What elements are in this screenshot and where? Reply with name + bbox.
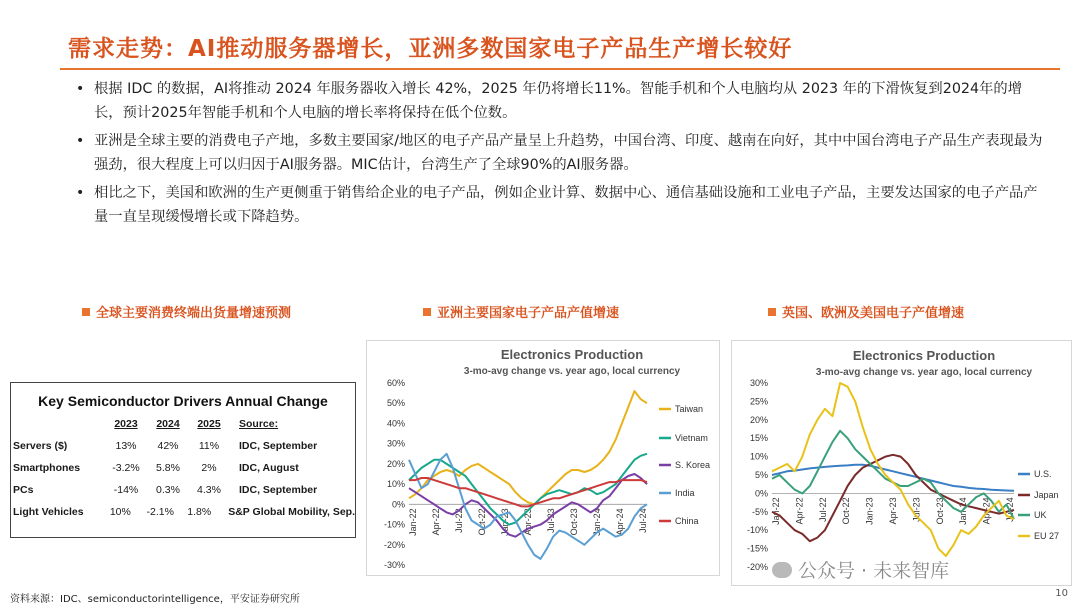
chart-subtitle: 3-mo-avg change vs. year ago, local currency xyxy=(815,367,1033,378)
y-tick-label: 0% xyxy=(754,488,768,499)
x-tick-label: Apr-23 xyxy=(888,497,898,525)
section-title-consumer: 全球主要消费终端出货量增速预测 xyxy=(82,302,291,321)
chart-title: Electronics Production xyxy=(500,347,644,362)
x-tick-label: Jan-22 xyxy=(771,497,781,525)
table-cell: S&P Global Mobility, Sep. xyxy=(228,506,356,518)
legend-label: Taiwan xyxy=(675,404,704,414)
y-tick-label: 60% xyxy=(386,378,405,388)
x-tick-label: Oct-23 xyxy=(569,508,579,536)
y-tick-label: 40% xyxy=(386,418,405,429)
legend-label: UK xyxy=(1034,510,1047,520)
page-title: 需求走势：AI推动服务器增长，亚洲多数国家电子产品生产增长较好 xyxy=(68,36,793,62)
table-cell: IDC, September xyxy=(239,440,318,452)
y-tick-label: 5% xyxy=(754,470,768,480)
y-tick-label: -20% xyxy=(746,562,768,572)
y-tick-label: -15% xyxy=(746,543,768,554)
bullet-item: • 亚洲是全球主要的消费电子产地，多数主要国家/地区的电子产品产量呈上升趋势，中国台湾、印度、越南在向好，其中中国台湾电子产品生产表现最为强劲，很大程度上可以归因于AI服务器。MIC估计，台湾生产了全球90%的AI服务器。 xyxy=(74,130,1046,177)
x-tick-label: Jan-24 xyxy=(958,497,969,525)
bullet-item: • 相比之下，美国和欧洲的生产更侧重于销售给企业的电子产品，例如企业计算、数据中心、通信基础设施和工业电子产品，主要发达国家的电子产品产量一直呈现缓慢增长或下降趋势。 xyxy=(74,182,1046,229)
table-cell: 2% xyxy=(201,462,217,474)
y-tick-label: 10% xyxy=(386,479,405,490)
bullet-list xyxy=(74,78,1046,234)
west-chart-svg xyxy=(732,341,1073,587)
x-tick-label: Jan-23 xyxy=(864,497,875,525)
table-title: Key Semiconductor Drivers Annual Change xyxy=(38,393,328,409)
legend-label: India xyxy=(675,488,695,498)
table-header-cell: Source: xyxy=(239,418,279,430)
x-tick-label: Jul-23 xyxy=(911,497,922,522)
y-tick-label: -10% xyxy=(746,525,768,536)
y-tick-label: 30% xyxy=(749,378,768,388)
table-row xyxy=(11,501,355,523)
bullet-item: • 根据 IDC 的数据，AI将推动 2024 年服务器收入增长 42%，2025 年仍将增长11%。智能手机和个人电脑均从 2023 年的下滑恢复到2024年的增长，预计2025年智能手机和个人电脑的增长率将保持在低个位数。 xyxy=(74,78,1046,125)
table-row xyxy=(11,435,355,457)
square-bullet-icon xyxy=(768,308,776,316)
table-row xyxy=(11,479,355,501)
legend-label: S. Korea xyxy=(675,460,711,470)
x-tick-label: Jul-24 xyxy=(1005,497,1015,522)
chart-title: Electronics Production xyxy=(852,348,996,363)
x-tick-label: Jul-24 xyxy=(638,508,648,533)
y-tick-label: 10% xyxy=(749,451,768,462)
x-tick-label: Jan-22 xyxy=(408,508,418,536)
table-cell: IDC, August xyxy=(239,462,299,474)
legend-label: Japan xyxy=(1034,490,1059,500)
table-cell: 4.3% xyxy=(197,484,221,496)
x-tick-label: Jan-24 xyxy=(592,508,602,536)
x-tick-label: Oct-22 xyxy=(477,508,487,536)
table-cell: 42% xyxy=(157,440,179,452)
x-tick-label: Oct-22 xyxy=(841,497,852,525)
table-cell: 13% xyxy=(115,440,137,452)
section-title-asia: 亚洲主要国家电子产品产值增速 xyxy=(423,302,619,321)
x-tick-label: Jul-23 xyxy=(546,508,556,533)
watermark: 公众号 · 未来智库 xyxy=(772,556,949,583)
y-tick-label: 25% xyxy=(749,396,768,407)
y-tick-label: 50% xyxy=(386,398,405,409)
square-bullet-icon xyxy=(423,308,431,316)
source-note: 资料来源：IDC、semiconductorintelligence，平安证券研究所 xyxy=(10,594,300,605)
table-cell: Servers ($) xyxy=(13,440,68,452)
y-tick-label: -30% xyxy=(383,560,405,570)
asia-chart-svg xyxy=(367,341,721,577)
y-tick-label: 30% xyxy=(386,438,405,449)
legend-label: Vietnam xyxy=(675,433,708,443)
legend-label: EU 27 xyxy=(1034,531,1060,541)
legend-label: U.S. xyxy=(1034,469,1052,479)
y-tick-label: 20% xyxy=(386,458,405,469)
chart-subtitle: 3-mo-avg change vs. year ago, local currency xyxy=(463,366,681,377)
table-row xyxy=(11,457,355,479)
table-cell: 10% xyxy=(109,506,131,518)
semiconductor-drivers-table xyxy=(10,382,356,538)
y-tick-label: 0% xyxy=(391,499,405,510)
square-bullet-icon xyxy=(82,308,90,316)
x-tick-label: Oct-23 xyxy=(934,497,945,525)
wechat-icon xyxy=(772,562,792,578)
y-tick-label: -5% xyxy=(751,506,768,517)
table-cell: -3.2% xyxy=(112,462,140,474)
y-tick-label: 15% xyxy=(749,433,768,444)
x-tick-label: Jan-23 xyxy=(500,508,510,536)
table-cell: -14% xyxy=(113,484,139,496)
west-electronics-chart xyxy=(731,340,1072,586)
y-tick-label: -10% xyxy=(383,519,405,530)
table-cell: Smartphones xyxy=(13,462,81,474)
x-tick-label: Apr-23 xyxy=(523,508,533,536)
x-tick-label: Apr-22 xyxy=(794,497,805,525)
x-tick-label: Apr-24 xyxy=(981,497,992,525)
x-tick-label: Apr-24 xyxy=(615,508,625,536)
x-tick-label: Jul-22 xyxy=(817,497,828,522)
y-tick-label: -20% xyxy=(383,539,405,550)
table-cell: -2.1% xyxy=(146,506,174,518)
table-header-cell: 2025 xyxy=(197,418,221,430)
table-cell: 0.3% xyxy=(156,484,180,496)
table-cell: 11% xyxy=(198,440,220,452)
x-tick-label: Jul-22 xyxy=(454,508,464,533)
table-header-cell: 2024 xyxy=(156,418,180,430)
table-cell: 1.8% xyxy=(187,506,212,518)
asia-electronics-chart xyxy=(366,340,720,576)
page-number: 10 xyxy=(1055,588,1068,599)
table-cell: Light Vehicles xyxy=(13,506,84,518)
table-cell: 5.8% xyxy=(156,462,180,474)
legend-label: China xyxy=(675,516,699,526)
table-header-row xyxy=(11,413,355,435)
section-title-west: 英国、欧洲及美国电子产值增速 xyxy=(768,302,964,321)
table-header-cell: 2023 xyxy=(114,418,138,430)
y-tick-label: 20% xyxy=(749,414,768,425)
table-cell: IDC, September xyxy=(239,484,318,496)
table-cell: PCs xyxy=(13,484,34,496)
x-tick-label: Apr-22 xyxy=(431,508,441,536)
table-body xyxy=(11,413,355,523)
title-divider xyxy=(60,68,1060,70)
